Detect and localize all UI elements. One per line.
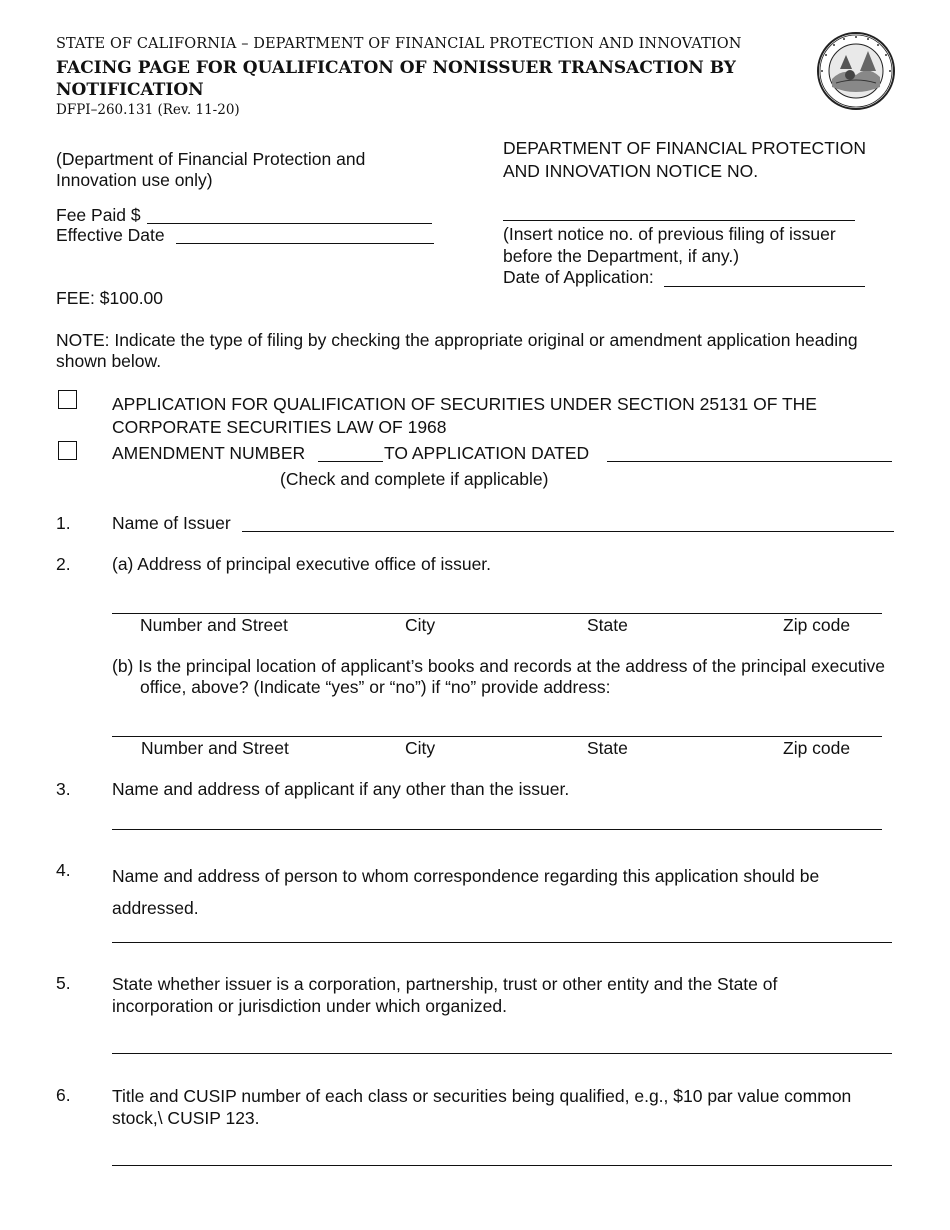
form-title: FACING PAGE FOR QUALIFICATON OF NONISSUER TRANSACTION BY NOTIFICATION — [56, 58, 736, 100]
item-2b-label: (b) Is the principal location of applicant’s books and records at the address of the principal executive office, above? (Indicate “yes” or “no”) if “no” provide address: — [112, 656, 886, 697]
item-5-number: 5. — [56, 973, 71, 993]
fee-amount: FEE: $100.00 — [56, 288, 164, 308]
filing-note: NOTE: Indicate the type of filing by checking the appropriate original or amendment application heading shown below. — [56, 330, 858, 371]
column-state: State — [587, 738, 628, 758]
application-checkbox[interactable] — [58, 390, 77, 409]
effective-date-field[interactable] — [176, 243, 434, 244]
address-column-labels-a — [0, 615, 950, 637]
date-of-application-field[interactable] — [664, 286, 865, 287]
state-seal-icon — [816, 31, 896, 111]
notice-instruction: (Insert notice no. of previous filing of issuer before the Department, if any.) — [503, 224, 836, 266]
check-note: (Check and complete if applicable) — [280, 469, 549, 489]
agency-name: STATE OF CALIFORNIA – DEPARTMENT OF FINANCIAL PROTECTION AND INNOVATION — [56, 36, 742, 52]
applicant-field[interactable] — [112, 829, 882, 830]
column-zip-code: Zip code — [783, 615, 851, 635]
item-6-label: Title and CUSIP number of each class or securities being qualified, e.g., $10 par value common stock,\ CUSIP 123. — [112, 1086, 852, 1128]
date-of-application-label: Date of Application: — [503, 267, 654, 287]
issuer-name-field[interactable] — [242, 531, 894, 532]
form-number: DFPI–260.131 (Rev. 11-20) — [56, 102, 240, 118]
application-dated-field[interactable] — [607, 461, 892, 462]
address-column-labels-b — [0, 738, 950, 760]
amendment-number-field[interactable] — [318, 461, 383, 462]
entity-type-field[interactable] — [112, 1053, 892, 1054]
column-zip-code: Zip code — [783, 738, 851, 758]
fee-paid-label: Fee Paid $ — [56, 205, 141, 225]
amendment-checkbox[interactable] — [58, 441, 77, 460]
item-2-number: 2. — [56, 554, 71, 574]
item-5-label: State whether issuer is a corporation, partnership, trust or other entity and the State of incorporation or jurisdiction under which organized. — [112, 974, 778, 1016]
item-1-number: 1. — [56, 513, 71, 533]
notice-number-field[interactable] — [503, 220, 855, 221]
item-2a-label: (a) Address of principal executive office of issuer. — [112, 554, 492, 574]
column-city: City — [405, 738, 436, 758]
application-dated-label: TO APPLICATION DATED — [384, 443, 590, 463]
effective-date-label: Effective Date — [56, 225, 165, 245]
item-1-label: Name of Issuer — [112, 513, 231, 533]
item-4-label: Name and address of person to whom correspondence regarding this application should be addressed. — [112, 866, 820, 918]
correspondence-field[interactable] — [112, 942, 892, 943]
principal-office-address-field[interactable] — [112, 613, 882, 614]
column-state: State — [587, 615, 628, 635]
column-number-and-street: Number and Street — [140, 615, 288, 635]
application-option-label: APPLICATION FOR QUALIFICATION OF SECURITIES UNDER SECTION 25131 OF THE CORPORATE SECURITIES LAW OF 1968 — [112, 394, 817, 437]
column-city: City — [405, 615, 436, 635]
item-3-label: Name and address of applicant if any other than the issuer. — [112, 779, 570, 799]
item-4-number: 4. — [56, 860, 71, 880]
item-6-number: 6. — [56, 1085, 71, 1105]
fee-paid-field[interactable] — [147, 223, 432, 224]
item-3-number: 3. — [56, 779, 71, 799]
notice-heading: DEPARTMENT OF FINANCIAL PROTECTION AND INNOVATION NOTICE NO. — [503, 138, 866, 181]
books-records-address-field[interactable] — [112, 736, 882, 737]
amendment-number-label: AMENDMENT NUMBER — [112, 443, 306, 463]
securities-title-field[interactable] — [112, 1165, 892, 1166]
office-use-label: (Department of Financial Protection and Innovation use only) — [56, 149, 366, 190]
column-number-and-street: Number and Street — [141, 738, 289, 758]
